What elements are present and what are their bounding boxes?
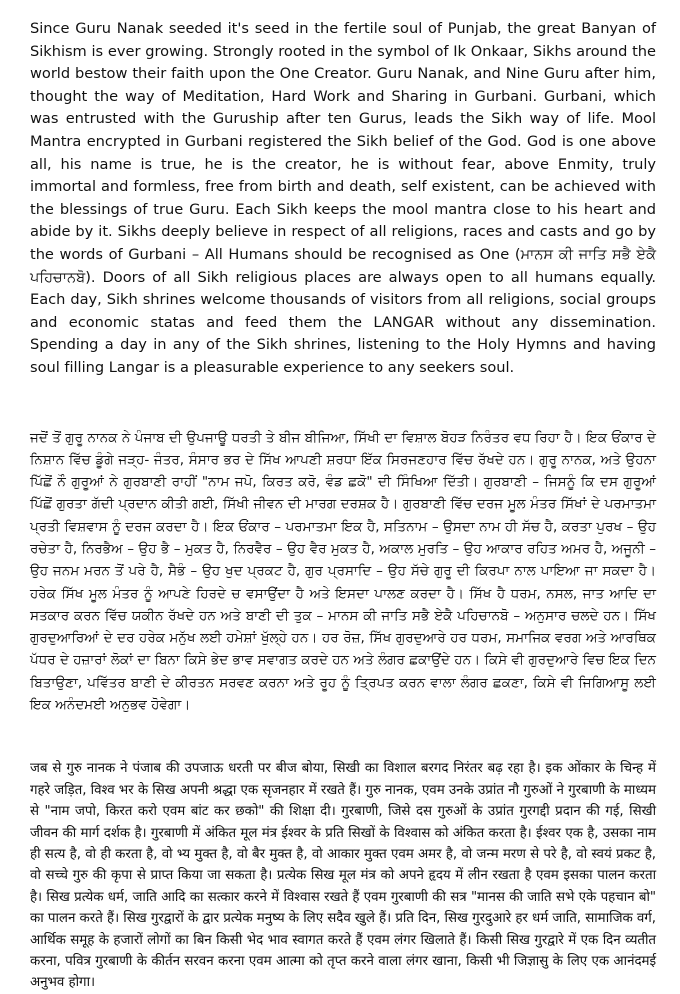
paragraph-english-text-before-quote: Since Guru Nanak seeded it's seed in the fertile soul of Punjab, the great Banyan of Sikhism is ever growing. Strongly rooted in the symbol of Ik Onkaar, Sikhs around the world bestow their faith upon the One Creator. Guru Nanak, and Nine Guru after him, thought the way of Meditation, Hard Work and Sharing in Gurbani. Gurbani, which was entrusted with the Guruship after ten Gurus, leads the Sikh way of life. Mool Mantra encrypted in Gurbani registered the Sikh belief of the God. God is one above all, his name is true, he is the creator, he is without fear, above Enmity, truly immortal and formless, free from birth and death, self existent, can be achieved with the blessings of true Guru. Each Sikh keeps the mool mantra close to his heart and abide by it. Sikhs deeply believe in respect of all religions, races and casts and go by the words of Gurbani – All Humans should be recognised as One ( [30,20,656,263]
paragraph-punjabi: ਜਦੋਂ ਤੋਂ ਗੁਰੂ ਨਾਨਕ ਨੇ ਪੰਜਾਬ ਦੀ ਉਪਜਾਊ ਧਰਤੀ ਤੇ ਬੀਜ ਬੀਜਿਆ, ਸਿੱਖੀ ਦਾ ਵਿਸ਼ਾਲ ਬੋਹੜ ਨਿਰੰਤਰ ਵਧ ਰਿਹਾ ਹੈ। ਇਕ ਓਂਕਾਰ ਦੇ ਨਿਸ਼ਾਨ ਵਿੱਚ ਡੂੰਗੇ ਜੜ੍ਹ- ਜੰਤਰ, ਸੰਸਾਰ ਭਰ ਦੇ ਸਿੱਖ ਆਪਣੀ ਸ਼ਰਧਾ ਇੱਕ ਸਿਰਜਣਹਾਰ ਵਿੱਚ ਰੱਖਦੇ ਹਨ। ਗੁਰੂ ਨਾਨਕ, ਅਤੇ ਉਹਨਾ ਪਿੱਛੋਂ ਨੌ ਗੁਰੂਆਂ ਨੇ ਗੁਰਬਾਣੀ ਰਾਹੀਂ "ਨਾਮ ਜਪੋ, ਕਿਰਤ ਕਰੋ, ਵੰਡ ਛਕੋ" ਦੀ ਸਿੰਖਿਆ ਦਿੱਤੀ। ਗੁਰਬਾਣੀ – ਜਿਸਨੂੰ ਕਿ ਦਸ ਗੁਰੂਆਂ ਪਿੱਛੋਂ ਗੁਰਤਾ ਗੱਦੀ ਪ੍ਰਦਾਨ ਕੀਤੀ ਗਈ, ਸਿੱਖੀ ਜੀਵਨ ਦੀ ਮਾਰਗ ਦਰਸ਼ਕ ਹੈ। ਗੁਰਬਾਣੀ ਵਿੱਚ ਦਰਜ ਮੂਲ ਮੰਤਰ ਸਿੱਖਾਂ ਦੇ ਪਰਮਾਤਮਾ ਪ੍ਰਤੀ ਵਿਸ਼ਵਾਸ ਨੂੰ ਦਰਜ ਕਰਦਾ ਹੈ। ਇਕ ਓਂਕਾਰ – ਪਰਮਾਤਮਾ ਇਕ ਹੈ, ਸਤਿਨਾਮ – ਉਸਦਾ ਨਾਮ ਹੀ ਸੱਚ ਹੈ, ਕਰਤਾ ਪੁਰਖ – ਉਹ ਰਚੇਤਾ ਹੈ, ਨਿਰਭੈਅ – ਉਹ ਭੈ – ਮੁਕਤ ਹੈ, ਨਿਰਵੈਰ – ਉਹ ਵੈਰ ਮੁਕਤ ਹੈ, ਅਕਾਲ ਮੁਰਤਿ – ਉਹ ਆਕਾਰ ਰਹਿਤ ਅਮਰ ਹੈ, ਅਜੂਨੀ – ਉਹ ਜਨਮ ਮਰਨ ਤੋਂ ਪਰੇ ਹੈ, ਸੈਭੰ – ਉਹ ਖੁਦ ਪ੍ਰਕਟ ਹੈ, ਗੁਰ ਪ੍ਰਸਾਦਿ – ਉਹ ਸੱਚੇ ਗੁਰੂ ਦੀ ਕਿਰਪਾ ਨਾਲ ਪਾਇਆ ਜਾ ਸਕਦਾ ਹੈ। ਹਰੇਕ ਸਿੱਖ ਮੂਲ ਮੰਤਰ ਨੂੰ ਆਪਣੇ ਹਿਰਦੇ ਚ ਵਸਾਉਂਦਾ ਹੈ ਅਤੇ ਇਸਦਾ ਪਾਲਣ ਕਰਦਾ ਹੈ। ਸਿੱਖ ਹੈ ਧਰਮ, ਨਸਲ, ਜਾਤ ਆਦਿ ਦਾ ਸਤਕਾਰ ਕਰਨ ਵਿੱਚ ਯਕੀਨ ਰੱਖਦੇ ਹਨ ਅਤੇ ਬਾਣੀ ਦੀ ਤੁਕ – ਮਾਨਸ ਕੀ ਜਾਤਿ ਸਭੈ ਏਕੈ ਪਹਿਚਾਨਬੋ – ਅਨੁਸਾਰ ਚਲਦੇ ਹਨ। ਸਿੱਖ ਗੁਰਦੁਆਰਿਆਂ ਦੇ ਦਰ ਹਰੇਕ ਮਨੁੱਖ ਲਈ ਹਮੇਸ਼ਾਂ ਖੁੱਲ੍ਹੇ ਹਨ। ਹਰ ਰੋਜ਼, ਸਿੱਖ ਗੁਰਦੁਆਰੇ ਹਰ ਧਰਮ, ਸਮਾਜਿਕ ਵਰਗ ਅਤੇ ਆਰਥਿਕ ਪੱਧਰ ਦੇ ਹਜ਼ਾਰਾਂ ਲੋਕਾਂ ਦਾ ਬਿਨਾ ਕਿਸੇ ਭੇਦ ਭਾਵ ਸਵਾਗਤ ਕਰਦੇ ਹਨ ਅਤੇ ਲੰਗਰ ਛਕਾਉਂਦੇ ਹਨ। ਕਿਸੇ ਵੀ ਗੁਰਦੁਆਰੇ ਵਿਚ ਇਕ ਦਿਨ ਬਿਤਾਉਣਾ, ਪਵਿੱਤਰ ਬਾਣੀ ਦੇ ਕੀਰਤਨ ਸਰਵਣ ਕਰਨਾ ਅਤੇ ਰੂਹ ਨੂੰ ਤ੍ਰਿਪਤ ਕਰਨ ਵਾਲਾ ਲੰਗਰ ਛਕਣਾ, ਕਿਸੇ ਵੀ ਜਿਗਿਆਸੂ ਲਈ ਇਕ ਅਨੰਦਮਈ ਅਨੁਭਵ ਹੋਵੇਗਾ। [30,429,656,714]
inline-gurmukhi-quote: ਮਾਨਸ ਕੀ ਜਾਤਿ ਸਭੈ ਏਕੈ ਪਹਿਚਾਨਬੋ [30,245,656,286]
paragraph-english [30,18,656,380]
paragraph-hindi: जब से गुरु नानक ने पंजाब की उपजाऊ धरती पर बीज बोया, सिखी का विशाल बरगद निरंतर बढ़ रहा है। इक ओंकार के चिन्ह में गहरे जड़ित, विश्व भर के सिख अपनी श्रद्धा एक सृजनहार में रखते हैं। गुरु नानक, एवम उनके उप्रांत नौ गुरुओं ने गुरबाणी के माध्यम से "नाम जपो, किरत करो एवम बांट कर छको" की शिक्षा दी। गुरबाणी, जिसे दस गुरुओं के उप्रांत गुरगद्दी प्रदान की गई, सिखी जीवन की मार्ग दर्शक है। गुरबाणी में अंकित मूल मंत्र ईश्वर के प्रति सिखों के विश्वास को अंकित करता है। ईश्वर एक है, उसका नाम ही सत्य है, वो ही करता है, वो भ्य मुक्त है, वो बैर मुक्त है, वो आकार मुक्त एवम अमर है, वो जन्म मरण से परे है, वो स्वयं प्रकट है, वो सच्चे गुरु की कृपा से प्राप्त किया जा सकता है। प्रत्येक सिख मूल मंत्र को अपने हृदय में लीन रखता है एवम इसका पालन करता है। सिख प्रत्येक धर्म, जाति आदि का सत्कार करने में विश्वास रखते हैं एवम गुरबाणी की सत्र "मानस की जाति सभे एके पहचान बो" का पालन करते हैं। सिख गुरद्वारों के द्वार प्रत्येक मनुष्य के लिए सदैव खुले हैं। प्रति दिन, सिख गुरदुआरे हर धर्म जाति, सामाजिक वर्ग, आर्थिक समूह के हजारों लोगों का बिन किसी भेद भाव स्वागत करते हैं एवम लंगर खिलाते हैं। किसी सिख गुरद्वारे में एक दिन व्यतीत करना, पवित्र गुरबाणी के कीर्तन सरवन करना एवम आत्मा को तृप्त करने वाला लंगर खाना, किसी भी जिज्ञासु के लिए एक आनंदमई अनुभव होगा। [30,761,656,991]
paragraph-english-text-after-quote: ). Doors of all Sikh religious places are always open to all humans equally. Each day, Sikh shrines welcome thousands of visitors from all religions, social groups and economic statas and feed them the LANGAR without any dissemination. Spending a day in any of the Sikh shrines, listening to the Holy Hymns and having soul filling Langar is a pleasurable experience to any seekers soul. [30,268,656,376]
paragraph-spacer-one [30,380,656,427]
paragraph-spacer-two [30,716,656,758]
